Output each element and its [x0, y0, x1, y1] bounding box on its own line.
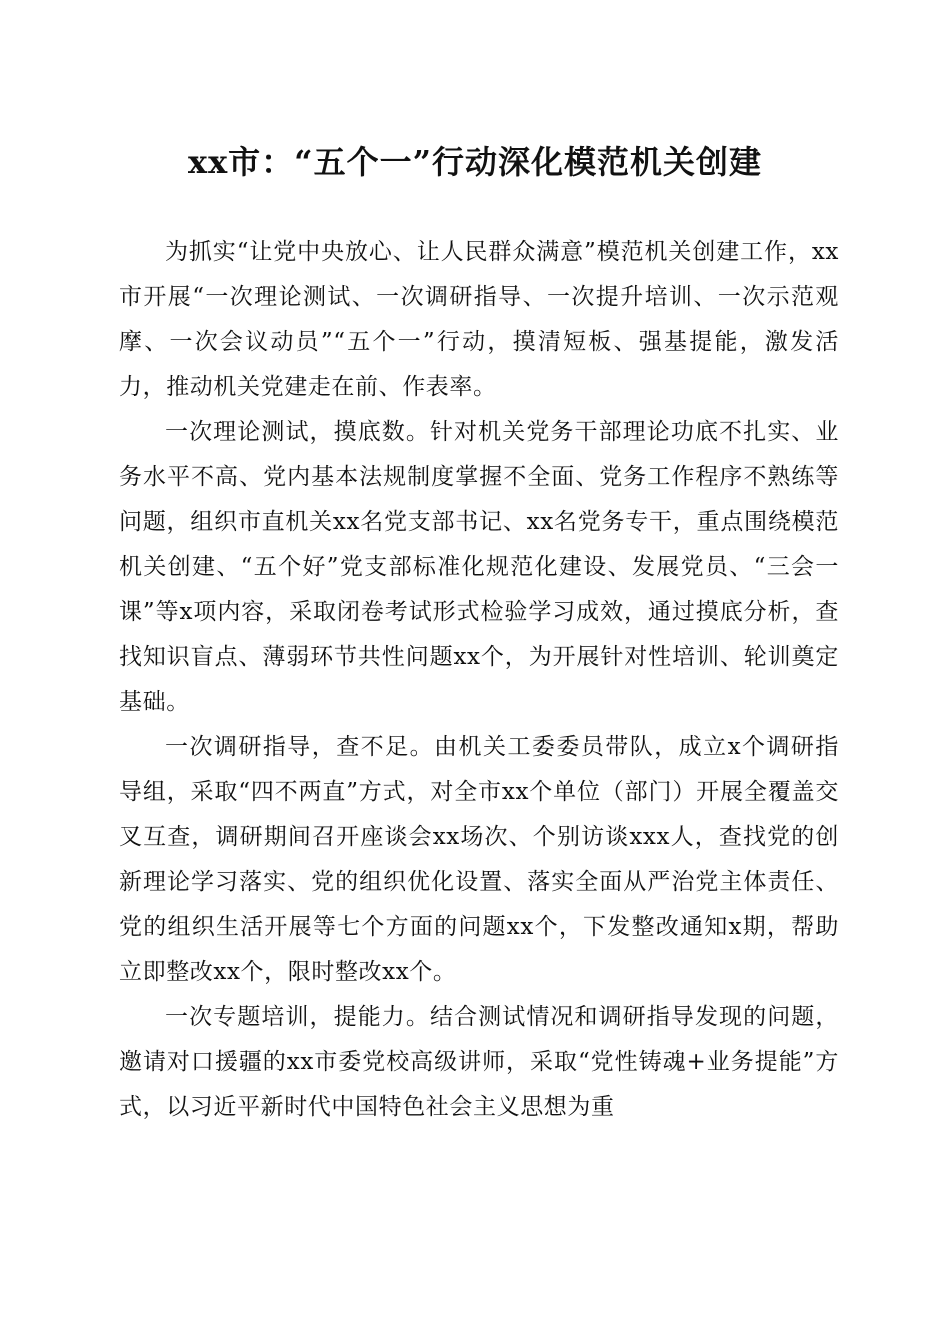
paragraph-theory-test: 一次理论测试，摸底数。针对机关党务干部理论功底不扎实、业务水平不高、党内基本法规制度掌握不全面、党务工作程序不熟练等问题，组织市直机关xx名党支部书记、xx名党务专干，重点围绕模范机关创建、“五个好”党支部标准化规范化建设、发展党员、“三会一课”等x项内容，采取闭卷考试形式检验学习成效，通过摸底分析，查找知识盲点、薄弱环节共性问题xx个，为开展针对性培训、轮训奠定基础。: [119, 419, 839, 715]
document-title: xx市：“五个一”行动深化模范机关创建: [188, 143, 762, 181]
paragraph-intro: 为抓实“让党中央放心、让人民群众满意”模范机关创建工作，xx市开展“一次理论测试、一次调研指导、一次提升培训、一次示范观摩、一次会议动员”“五个一”行动，摸清短板、强基提能，激发活力，推动机关党建走在前、作表率。: [119, 239, 839, 400]
paragraph-research-guidance: 一次调研指导，查不足。由机关工委委员带队，成立x个调研指导组，采取“四不两直”方式，对全市xx个单位（部门）开展全覆盖交叉互查，调研期间召开座谈会xx场次、个别访谈xxx人，查找党的创新理论学习落实、党的组织优化设置、落实全面从严治党主体责任、党的组织生活开展等七个方面的问题xx个，下发整改通知x期，帮助立即整改xx个，限时整改xx个。: [119, 734, 839, 985]
paragraph-special-training: 一次专题培训，提能力。结合测试情况和调研指导发现的问题，邀请对口援疆的xx市委党校高级讲师，采取“党性铸魂+业务提能”方式，以习近平新时代中国特色社会主义思想为重: [119, 1004, 839, 1120]
document-body: [119, 230, 839, 1130]
